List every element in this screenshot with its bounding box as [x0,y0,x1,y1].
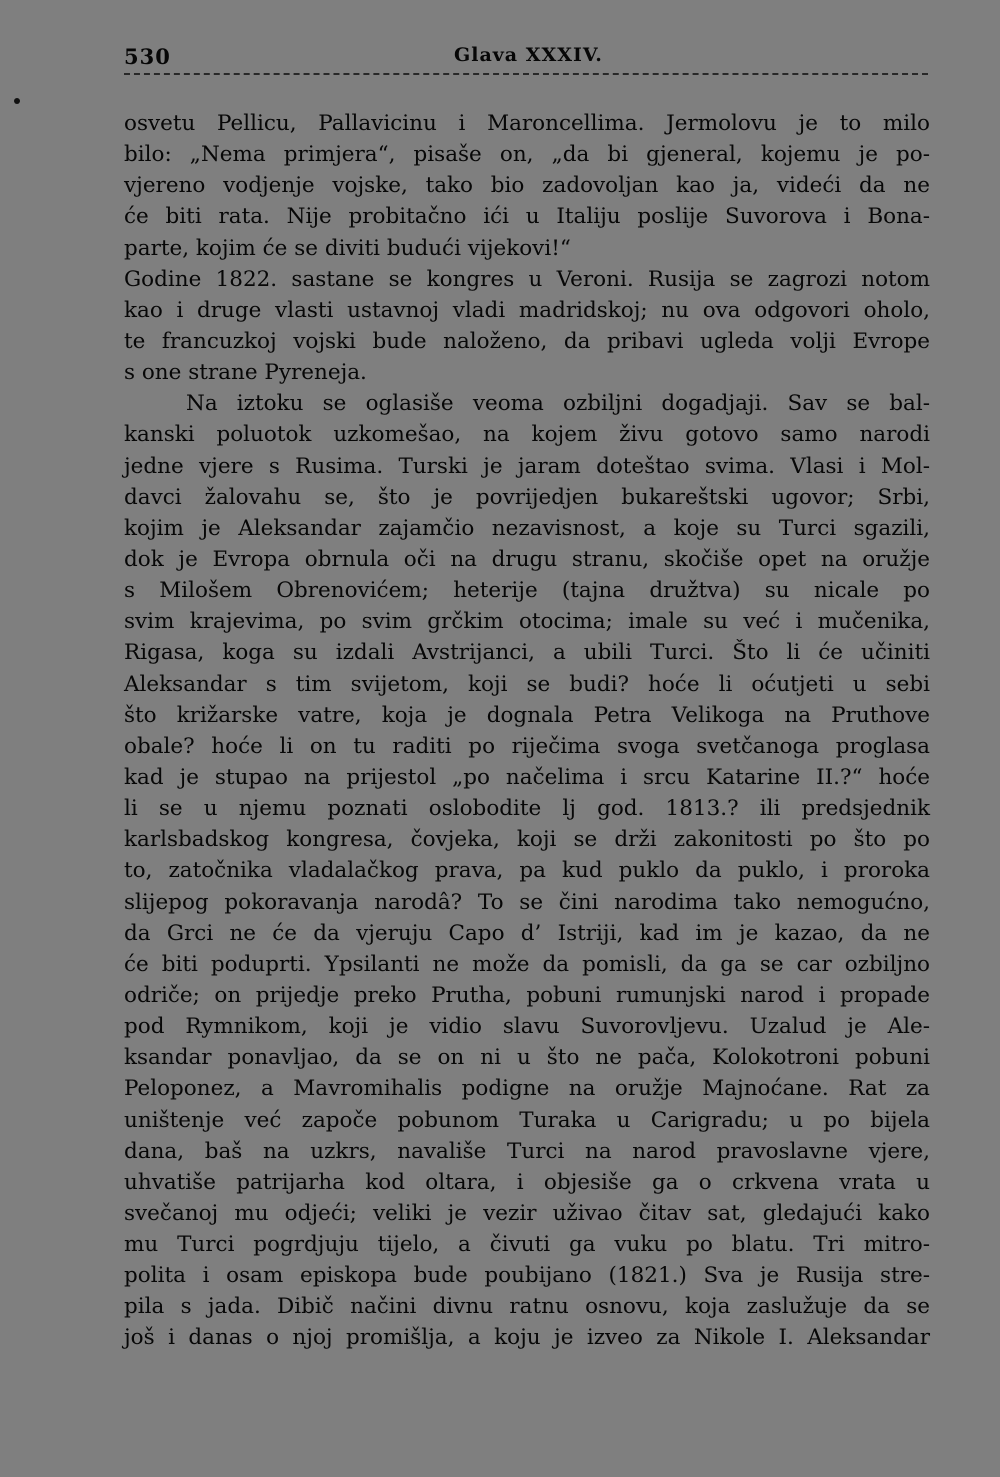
text-line: uništenje već započe pobunom Turaka u Carigradu; u po bijela [124,1107,930,1133]
margin-mark [14,98,20,104]
text-line: to, zatočnika vladalačkog prava, pa kud puklo da puklo, i proroka [124,858,930,884]
text-line: pila s jada. Dibič načini divnu ratnu osnovu, koja zaslužuje da se [124,1294,930,1320]
text-line: kad je stupao na prijestol „po načelima i srcu Katarine II.?“ hoće [124,764,930,790]
text-line: pod Rymnikom, koji je vidio slavu Suvorovljevu. Uzalud je Ale- [124,1014,930,1040]
page-header [124,40,928,74]
page-number: 530 [124,44,171,69]
text-line: Aleksandar s tim svijetom, koji se budi? hoće li oćutjeti u sebi [124,671,930,697]
text-line: svim krajevima, po svim grčkim otocima; imale su već i mučenika, [124,609,930,635]
text-line: karlsbadskog kongresa, čovjeka, koji se drži zakonitosti po što po [124,827,930,853]
text-line: da Grci ne će da vjeruju Capo d’ Istriji, kad im je kazao, da ne [124,920,930,946]
text-line: dana, baš na uzkrs, navališe Turci na narod pravoslavne vjere, [124,1138,930,1164]
text-line: mu Turci pogrdjuju tijelo, a čivuti ga vuku po blatu. Tri mitro- [124,1232,930,1258]
text-line: što križarske vatre, koja je dognala Petra Velikoga na Pruthove [124,702,930,728]
body-text [124,108,930,1354]
text-line: svečanoj mu odjeći; veliki je vezir uživao čitav sat, gledajući kako [124,1200,930,1226]
text-line: uhvatiše patrijarha kod oltara, i objesiše ga o crkvena vrata u [124,1169,930,1195]
header-rule [124,73,928,75]
text-line: polita i osam episkopa bude poubijano (1821.) Sva je Rusija stre- [124,1263,930,1289]
text-line: kao i druge vlasti ustavnoj vladi madridskoj; nu ova odgovori oholo, [124,297,930,323]
text-line: li se u njemu poznati oslobodite lj god. 1813.? ili predsjednik [124,796,930,822]
text-line: s Milošem Obrenovićem; heterije (tajna družtva) su nicale po [124,578,930,604]
text-line: Godine 1822. sastane se kongres u Veroni. Rusija se zagrozi notom [124,266,930,292]
text-line: jedne vjere s Rusima. Turski je jaram doteštao svima. Vlasi i Mol- [124,453,930,479]
text-line: ksandar ponavljao, da se on ni u što ne pača, Kolokotroni pobuni [124,1045,930,1071]
text-line: osvetu Pellicu, Pallavicinu i Maroncellima. Jermolovu je to milo [124,111,930,136]
text-line: bilo: „Nema primjera“, pisaše on, „da bi gjeneral, kojemu je po- [124,142,930,168]
text-line: vjereno vodjenje vojske, tako bio zadovoljan kao ja, videći da ne [124,173,930,199]
text-line: će biti rata. Nije probitačno ići u Italiju poslije Suvorova i Bona- [124,204,930,230]
text-line: odriče; on prijedje preko Prutha, pobuni rumunjski narod i propade [124,982,930,1008]
text-line: kojim je Aleksandar zajamčio nezavisnost, a koje su Turci sgazili, [124,515,930,541]
text-line: te francuzkoj vojski bude naloženo, da pribavi ugleda volji Evrope [124,328,930,354]
text-line: s one strane Pyreneja. [124,360,367,386]
text-line: Peloponez, a Mavromihalis podigne na oružje Majnoćane. Rat za [124,1076,930,1102]
text-line: dok je Evropa obrnula oči na drugu stranu, skočiše opet na oružje [124,546,930,572]
text-line: još i danas o njoj promišlja, a koju je izveo za Nikole I. Aleksandar [124,1325,930,1351]
text-line: obale? hoće li on tu raditi po riječima svoga svetčanoga proglasa [124,733,930,759]
text-line: kanski poluotok uzkomešao, na kojem živu gotovo samo narodi [124,422,930,448]
text-line: će biti poduprti. Ypsilanti ne može da pomisli, da ga se car ozbiljno [124,951,930,977]
text-line: parte, kojim će se diviti budući vijekovi!“ [124,235,571,261]
text-line: Na iztoku se oglasiše veoma ozbiljni dogadjaji. Sav se bal- [186,391,930,417]
text-line: slijepog pokoravanja narodâ? To se čini narodima tako nemogućno, [124,889,930,915]
text-line: Rigasa, koga su izdali Avstrijanci, a ubili Turci. Što li će učiniti [124,640,930,666]
text-line: davci žalovahu se, što je povrijedjen bukareštski ugovor; Srbi, [124,484,930,510]
chapter-title: Glava XXXIV. [454,44,603,66]
